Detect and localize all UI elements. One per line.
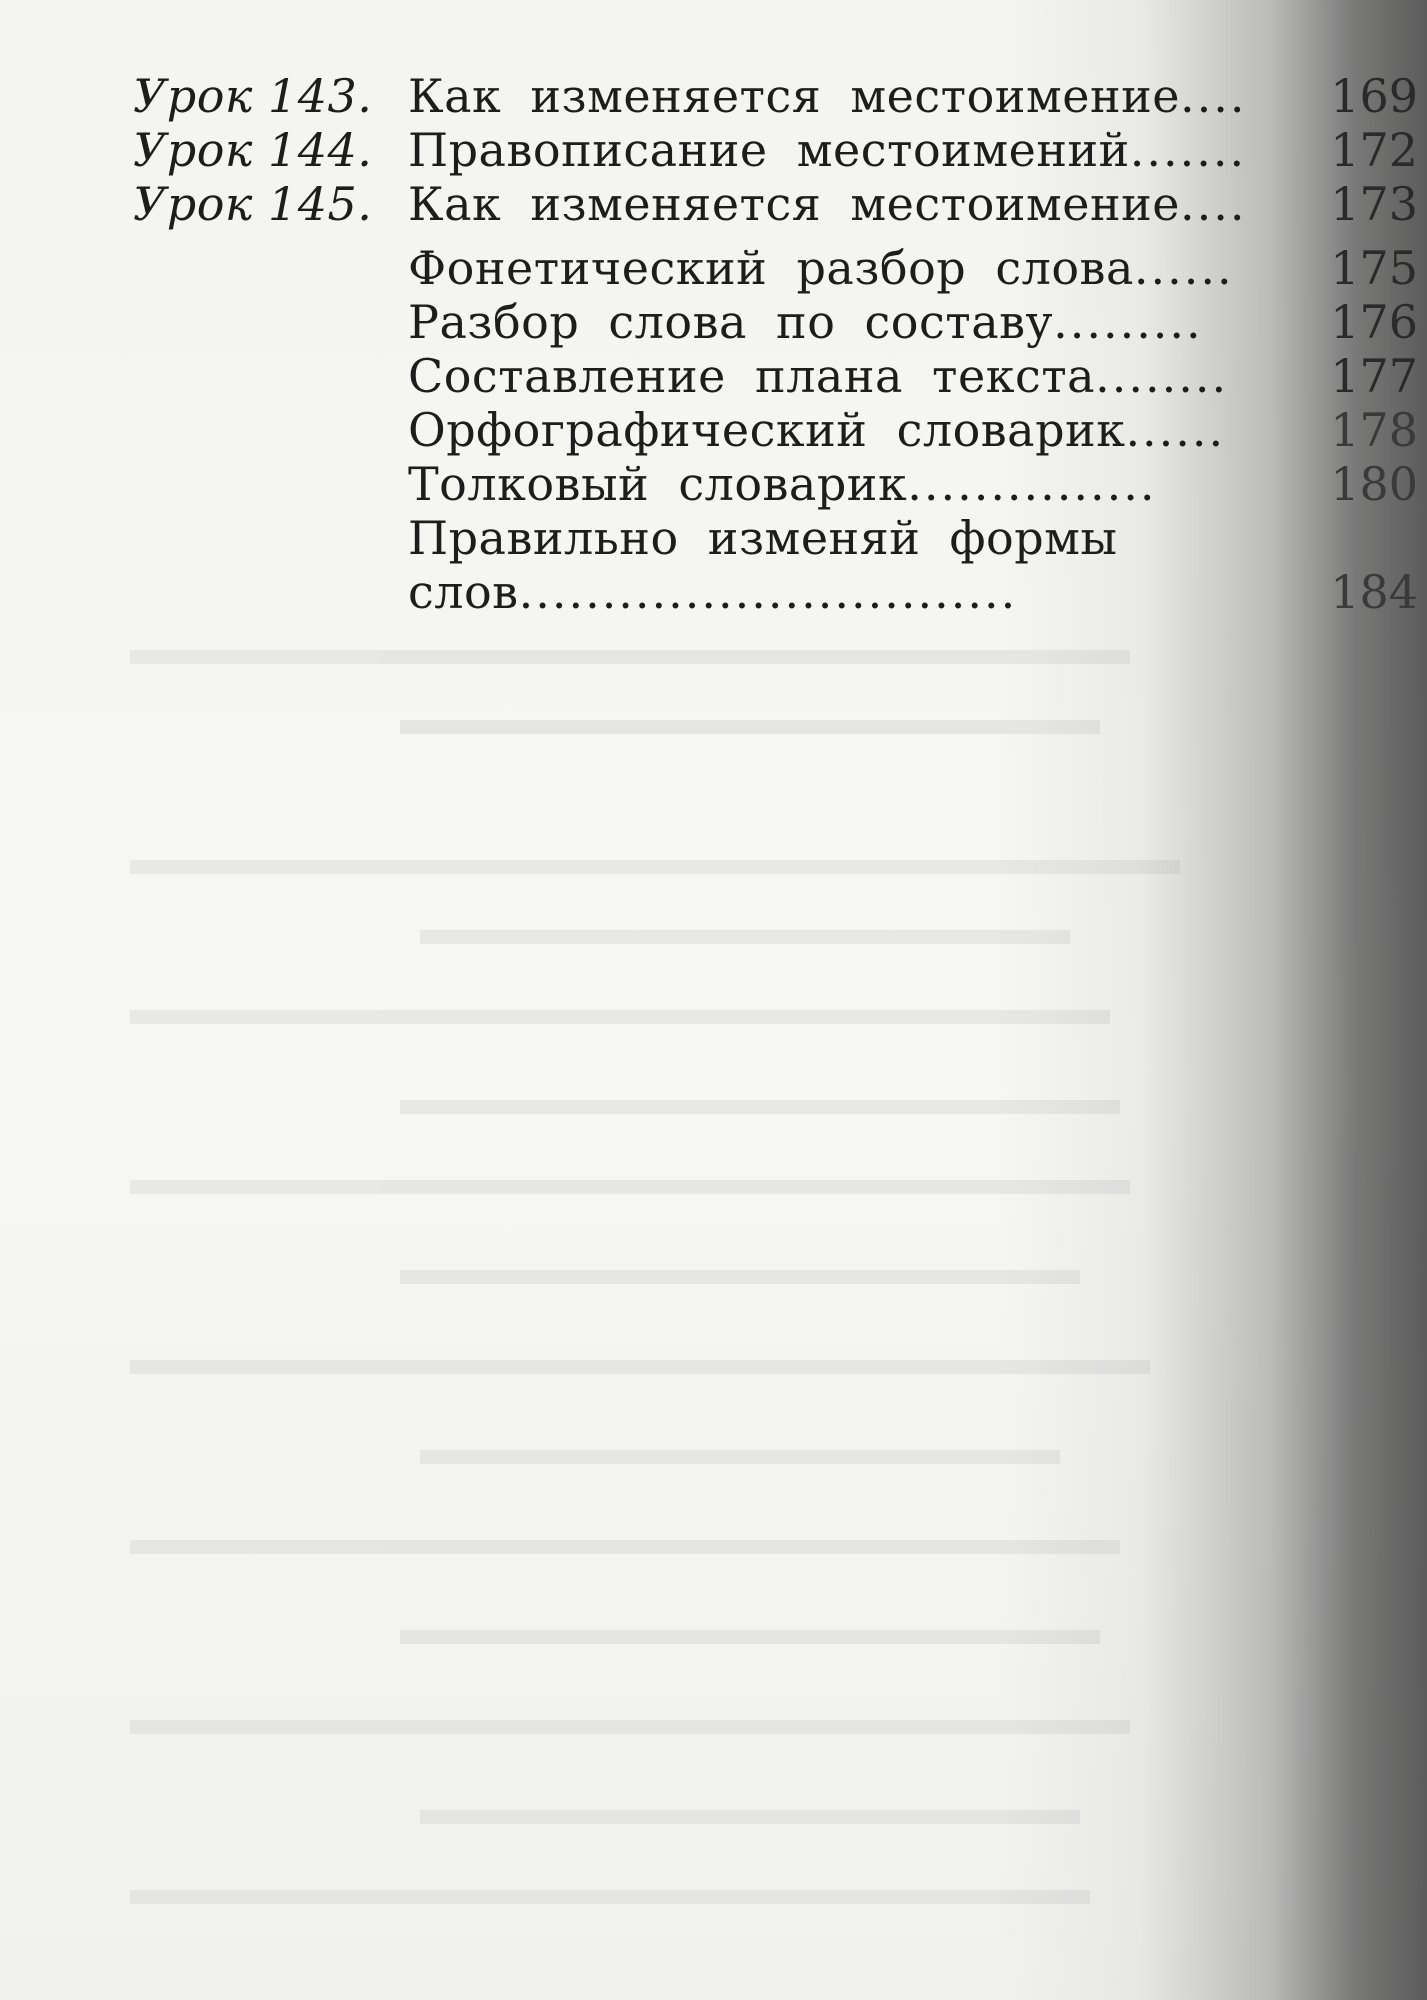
entry-title (408, 402, 1226, 458)
dot-leader: ...... (1125, 403, 1226, 457)
entry-title-text: Разбор слова по составу (408, 295, 1054, 349)
page-number: 177 (1330, 349, 1418, 403)
entry-title (408, 68, 1247, 124)
page-number: 172 (1330, 123, 1418, 177)
entry-title (408, 122, 1247, 178)
dot-leader: ....... (1129, 123, 1247, 177)
page-number: 178 (1330, 403, 1418, 457)
entry-title-text: Правильно изменяй формы (408, 511, 1118, 565)
entry-title-text: Фонетический разбор слова (408, 241, 1134, 295)
toc-entry-lesson-145 (133, 176, 1423, 232)
toc-entry-text-plan (133, 348, 1423, 404)
page-number: 169 (1330, 69, 1418, 123)
toc-entry-lesson-143 (133, 68, 1423, 124)
entry-title (408, 456, 1157, 512)
toc-entry-word-composition (133, 294, 1423, 350)
page-number: 175 (1330, 241, 1418, 295)
lesson-number: Урок 144. (133, 123, 373, 177)
entry-title (408, 564, 1148, 620)
entry-title-text: Как изменяется местоимение (408, 177, 1181, 231)
page-number: 176 (1330, 295, 1418, 349)
dot-leader: .... (1180, 177, 1247, 231)
toc-entry-word-forms-line-2 (133, 564, 1423, 620)
dot-leader: ........ (1095, 349, 1229, 403)
page-number: 173 (1330, 177, 1418, 231)
dot-leader: .............................. (518, 565, 1018, 619)
page-number: 184 (1330, 565, 1418, 619)
entry-title-text: Правописание местоимений (408, 123, 1130, 177)
page-number: 180 (1330, 457, 1418, 511)
entry-title-text: слов (408, 565, 519, 619)
entry-title (408, 510, 1148, 566)
entry-title-text: Толковый словарик (408, 457, 908, 511)
dot-leader: ......... (1053, 295, 1203, 349)
lesson-number: Урок 143. (133, 69, 373, 123)
entry-title (408, 348, 1229, 404)
entry-title (408, 240, 1234, 296)
dot-leader: ............... (907, 457, 1157, 511)
toc-entry-phonetic-analysis (133, 240, 1423, 296)
entry-title (408, 294, 1203, 350)
toc-entry-word-forms-line-1 (133, 510, 1423, 566)
entry-title-text: Как изменяется местоимение (408, 69, 1181, 123)
entry-title-text: Составление плана текста (408, 349, 1096, 403)
entry-title (408, 176, 1247, 232)
toc-entry-spelling-dictionary (133, 402, 1423, 458)
dot-leader: ...... (1133, 241, 1234, 295)
toc-entry-lesson-144 (133, 122, 1423, 178)
toc-entry-explanatory-dictionary (133, 456, 1423, 512)
entry-title-text: Орфографический словарик (408, 403, 1126, 457)
lesson-number: Урок 145. (133, 177, 373, 231)
dot-leader: .... (1180, 69, 1247, 123)
